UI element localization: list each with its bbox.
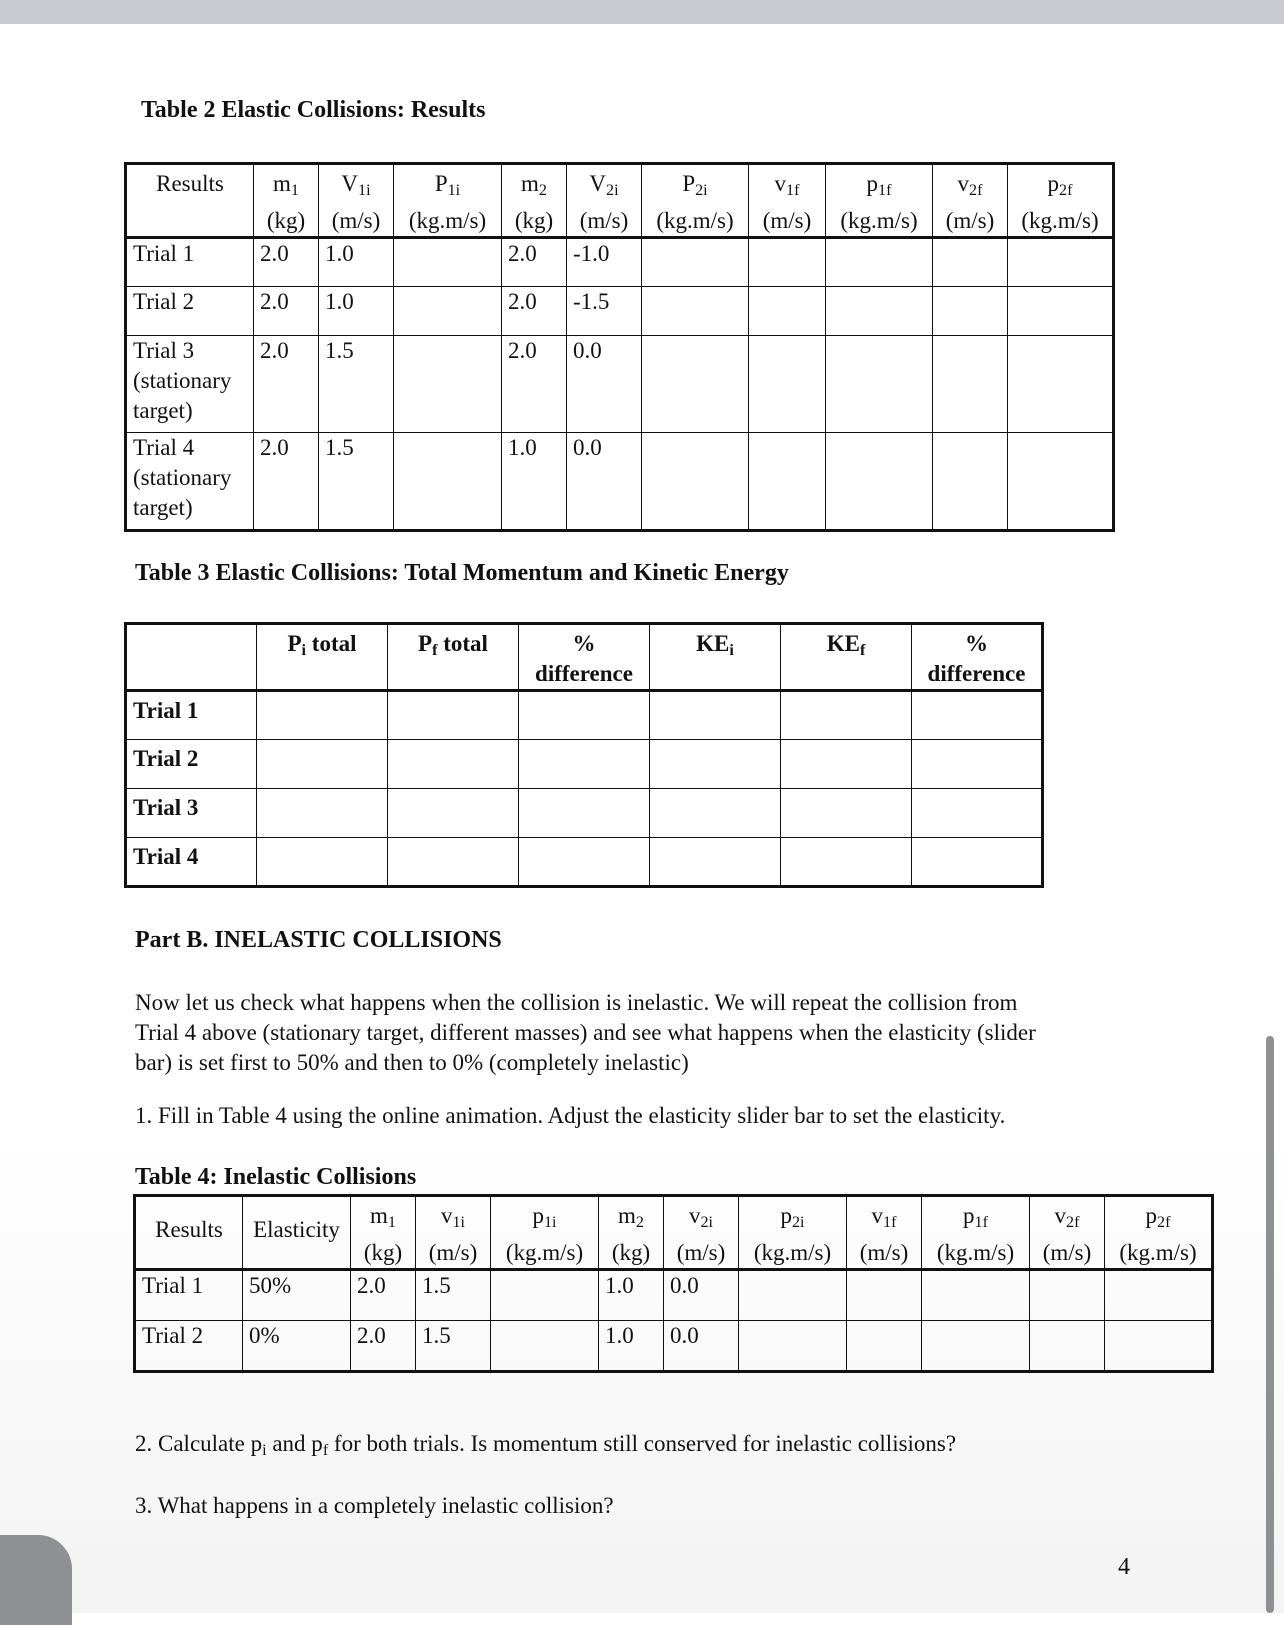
table3-cell[interactable] (781, 740, 912, 789)
table2-cell-p2f[interactable] (1008, 287, 1114, 336)
table4-row-label: Trial 2 (135, 1321, 243, 1372)
table2-col-header: $v_{1f}$ (m/s) (749, 164, 826, 238)
table2-cell-v2i: -1.5 (567, 287, 642, 336)
table3-header-row (126, 624, 1043, 691)
table4-col-header: $v_{2f}$ (m/s) (1030, 1196, 1105, 1270)
table4-col-header: $m_2$ (kg) (599, 1196, 664, 1270)
table4-col-header: $v_{2i}$ (m/s) (664, 1196, 739, 1270)
table3-cell[interactable] (519, 789, 650, 838)
table3-cell[interactable] (388, 740, 519, 789)
table2-cell-p1i[interactable] (394, 287, 502, 336)
table4-cell-p1f[interactable] (922, 1321, 1030, 1372)
partb-intro-line: Trial 4 above (stationary target, different masses) and see what happens when the elasticity (slider (135, 1020, 1036, 1045)
table3-row-label: Trial 4 (126, 838, 257, 887)
table2-cell-p1f[interactable] (826, 336, 933, 433)
table3-cell[interactable] (650, 740, 781, 789)
table2-cell-p1i[interactable] (394, 336, 502, 433)
table3-cell[interactable] (388, 789, 519, 838)
table2-cell-v1i: 1.5 (319, 336, 394, 433)
window-top-bar (0, 0, 1284, 24)
table2-cell-p2f[interactable] (1008, 433, 1114, 531)
table2-title: Table 2 Elastic Collisions: Results (141, 97, 486, 123)
table3-cell[interactable] (257, 691, 388, 740)
table2-col-header: $V_{2i}$ (m/s) (567, 164, 642, 238)
table2-cell-v1i: 1.0 (319, 238, 394, 287)
table3-row (126, 789, 1043, 838)
table3-cell[interactable] (519, 740, 650, 789)
table2-cell-v1i: 1.5 (319, 433, 394, 531)
table4-header-row (135, 1196, 1213, 1270)
table4-cell-elasticity: 50% (243, 1270, 351, 1321)
table4-cell-m2: 1.0 (599, 1270, 664, 1321)
table2-cell-m2: 1.0 (502, 433, 567, 531)
table2-cell-v1f[interactable] (749, 287, 826, 336)
table4-row (135, 1321, 1213, 1372)
table4-cell-m1: 2.0 (351, 1321, 416, 1372)
table2-cell-m1: 2.0 (254, 433, 319, 531)
table4-col-header: $p_{1f}$ (kg.m/s) (922, 1196, 1030, 1270)
table2-row (126, 287, 1114, 336)
table2-cell-v1f[interactable] (749, 336, 826, 433)
table2-cell-v1f[interactable] (749, 238, 826, 287)
table2-cell-m2: 2.0 (502, 336, 567, 433)
table3-cell[interactable] (650, 789, 781, 838)
table3-col-header: $KE_f$ (781, 624, 912, 691)
table4-col-header: $p_{2i}$ (kg.m/s) (739, 1196, 847, 1270)
table2-col-header: $p_{2f}$ (kg.m/s) (1008, 164, 1114, 238)
table2-cell-v2f[interactable] (933, 287, 1008, 336)
table2-row-label: Trial 1 (126, 238, 254, 287)
table4-col-header: $p_{1i}$ (kg.m/s) (491, 1196, 599, 1270)
table3-col-header: $KE_i$ (650, 624, 781, 691)
table2-results-header: Results (126, 164, 254, 238)
table4-col-header: $p_{2f}$ (kg.m/s) (1105, 1196, 1213, 1270)
table4-cell-m1: 2.0 (351, 1270, 416, 1321)
table3-cell[interactable] (912, 838, 1043, 887)
table3-col-header: $P_i$ total (257, 624, 388, 691)
table4-col-header: $v_{1i}$ (m/s) (416, 1196, 491, 1270)
table4-row (135, 1270, 1213, 1321)
table2-header-row (126, 164, 1114, 238)
table3-cell[interactable] (257, 838, 388, 887)
page-number: 4 (1118, 1554, 1130, 1580)
table4-cell-v2i: 0.0 (664, 1321, 739, 1372)
question-3: 3. What happens in a completely inelastic collision? (135, 1493, 614, 1518)
table4-cell-elasticity: 0% (243, 1321, 351, 1372)
table2-cell-p1i[interactable] (394, 238, 502, 287)
table4-cell-p1i[interactable] (491, 1270, 599, 1321)
table4-cell-v1f[interactable] (847, 1321, 922, 1372)
table2-cell-p2i[interactable] (642, 336, 749, 433)
table2-row (126, 433, 1114, 531)
table3-cell[interactable] (650, 691, 781, 740)
table2-cell-p2i[interactable] (642, 238, 749, 287)
table2-cell-m1: 2.0 (254, 238, 319, 287)
table3-cell[interactable] (781, 691, 912, 740)
table2-cell-v2f[interactable] (933, 238, 1008, 287)
table2-col-header: $m_1$ (kg) (254, 164, 319, 238)
table3-cell[interactable] (519, 691, 650, 740)
table3-cell[interactable] (519, 838, 650, 887)
table4-title: Table 4: Inelastic Collisions (135, 1164, 417, 1190)
table2-cell-m1: 2.0 (254, 287, 319, 336)
table2-cell-v1i: 1.0 (319, 287, 394, 336)
table2-cell-p1f[interactable] (826, 238, 933, 287)
table2-cell-v2i: 0.0 (567, 433, 642, 531)
table2-col-header: $v_{2f}$ (m/s) (933, 164, 1008, 238)
table2-cell-p2f[interactable] (1008, 336, 1114, 433)
table2-col-header: $m_2$ (kg) (502, 164, 567, 238)
table4-col-header: $m_1$ (kg) (351, 1196, 416, 1270)
table3-row-label: Trial 1 (126, 691, 257, 740)
table4-cell-v1i: 1.5 (416, 1270, 491, 1321)
table2-cell-p2f[interactable] (1008, 238, 1114, 287)
table4-inelastic (133, 1194, 1214, 1373)
table2-cell-v1f[interactable] (749, 433, 826, 531)
table3-col-header: $P_f$ total (388, 624, 519, 691)
table4-cell-p1i[interactable] (491, 1321, 599, 1372)
table4-row-label: Trial 1 (135, 1270, 243, 1321)
table3-cell[interactable] (912, 740, 1043, 789)
table3-cell[interactable] (257, 789, 388, 838)
table2-col-header: $V_{1i}$ (m/s) (319, 164, 394, 238)
table3-row (126, 740, 1043, 789)
table2-cell-m2: 2.0 (502, 287, 567, 336)
table2-row (126, 238, 1114, 287)
table3-col-header: % difference (519, 624, 650, 691)
table4-cell-v1i: 1.5 (416, 1321, 491, 1372)
table2-row-label: Trial 4 (stationary target) (126, 433, 254, 531)
table3-row (126, 691, 1043, 740)
table3-row (126, 838, 1043, 887)
table2-row (126, 336, 1114, 433)
table4-cell-v2f[interactable] (1030, 1270, 1105, 1321)
table4-cell-p2f[interactable] (1105, 1321, 1213, 1372)
partb-intro-line: Now let us check what happens when the collision is inelastic. We will repeat the collision from (135, 990, 1018, 1015)
table4-cell-v1f[interactable] (847, 1270, 922, 1321)
table2-cell-m1: 2.0 (254, 336, 319, 433)
table2-row-label: Trial 2 (126, 287, 254, 336)
table2-cell-v2i: -1.0 (567, 238, 642, 287)
table3-corner-cell (126, 624, 257, 691)
table4-elasticity-header: Elasticity (243, 1196, 351, 1270)
table2-cell-v2f[interactable] (933, 336, 1008, 433)
table2-col-header: $P_{1i}$ (kg.m/s) (394, 164, 502, 238)
table3-row-label: Trial 3 (126, 789, 257, 838)
table2-cell-v2i: 0.0 (567, 336, 642, 433)
table3-row-label: Trial 2 (126, 740, 257, 789)
table4-cell-v2f[interactable] (1030, 1321, 1105, 1372)
corner-overlay (0, 1535, 72, 1625)
table3-cell[interactable] (781, 838, 912, 887)
table4-cell-p2i[interactable] (739, 1321, 847, 1372)
table3-cell[interactable] (912, 691, 1043, 740)
table3-cell[interactable] (650, 838, 781, 887)
partb-intro-line: bar) is set first to 50% and then to 0% (completely inelastic) (135, 1050, 689, 1075)
table2-cell-p1i[interactable] (394, 433, 502, 531)
partb-title: Part B. INELASTIC COLLISIONS (135, 927, 502, 953)
table3-cell[interactable] (781, 789, 912, 838)
table4-results-header: Results (135, 1196, 243, 1270)
question-1: 1. Fill in Table 4 using the online animation. Adjust the elasticity slider bar to set the elasticity. (135, 1103, 1006, 1128)
table2-cell-v2f[interactable] (933, 433, 1008, 531)
table4-cell-v2i: 0.0 (664, 1270, 739, 1321)
table3-title: Table 3 Elastic Collisions: Total Momentum and Kinetic Energy (135, 560, 789, 586)
table4-cell-p1f[interactable] (922, 1270, 1030, 1321)
table2-cell-p2i[interactable] (642, 433, 749, 531)
table2-col-header: $P_{2i}$ (kg.m/s) (642, 164, 749, 238)
question-2: 2. Calculate $p_i$ and $p_f$ for both trials. Is momentum still conserved for inelastic collisions? (135, 1431, 957, 1460)
table2-elastic-results (124, 162, 1115, 532)
table3-col-header: % difference (912, 624, 1043, 691)
scrollbar-thumb[interactable] (1266, 1036, 1274, 1613)
table3-cell[interactable] (388, 838, 519, 887)
table2-col-header: $p_{1f}$ (kg.m/s) (826, 164, 933, 238)
table4-cell-p2i[interactable] (739, 1270, 847, 1321)
table2-cell-p1f[interactable] (826, 433, 933, 531)
table2-cell-m2: 2.0 (502, 238, 567, 287)
table2-cell-p1f[interactable] (826, 287, 933, 336)
table3-cell[interactable] (388, 691, 519, 740)
table3-cell[interactable] (257, 740, 388, 789)
table2-row-label: Trial 3 (stationary target) (126, 336, 254, 433)
table3-cell[interactable] (912, 789, 1043, 838)
table4-cell-m2: 1.0 (599, 1321, 664, 1372)
partb-intro (135, 988, 1036, 1078)
table4-col-header: $v_{1f}$ (m/s) (847, 1196, 922, 1270)
table3-momentum-energy (124, 622, 1044, 888)
table2-cell-p2i[interactable] (642, 287, 749, 336)
table4-cell-p2f[interactable] (1105, 1270, 1213, 1321)
